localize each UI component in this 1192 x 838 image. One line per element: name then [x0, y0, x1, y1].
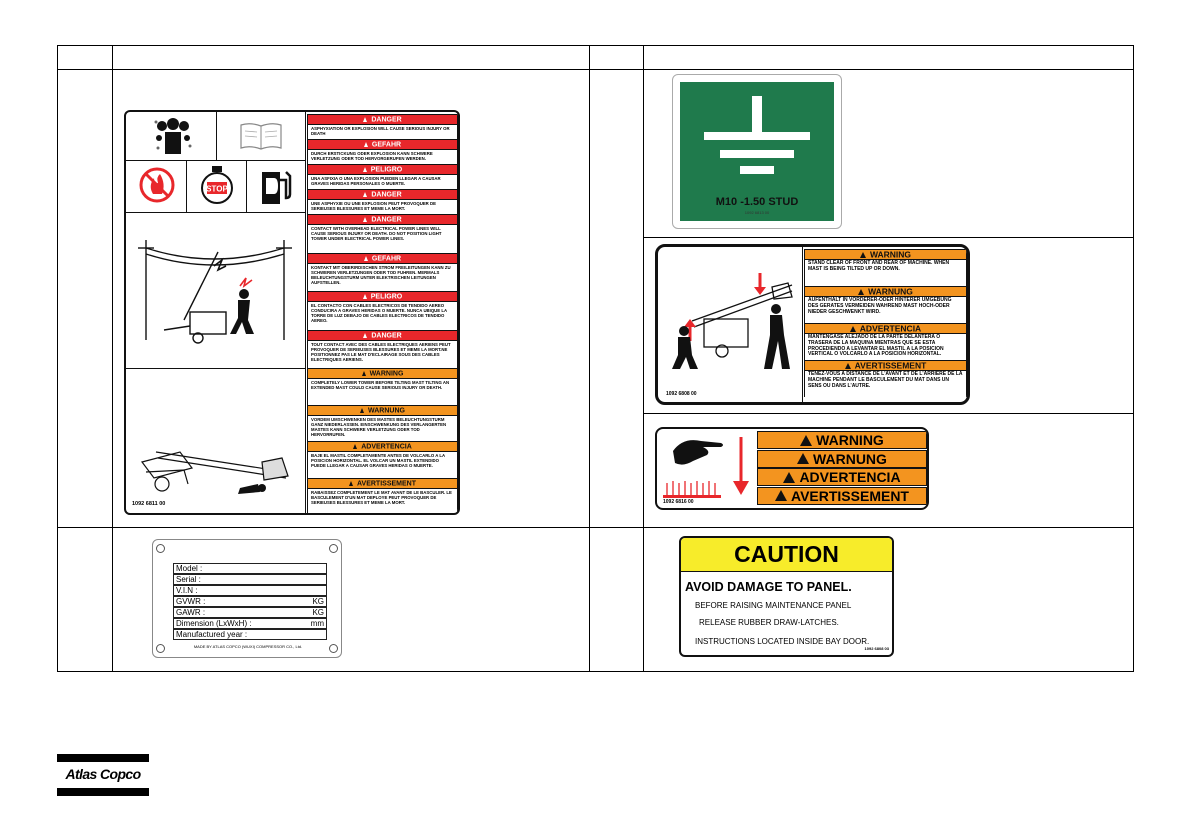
- warning-triangle-icon: [363, 192, 367, 197]
- nameplate-label: Model :: [176, 564, 203, 573]
- hazard-header: [757, 468, 927, 486]
- hazard-title: GEFAHR: [371, 141, 402, 149]
- nameplate-row: [173, 563, 327, 574]
- mast-tilt-warning-decal: [655, 244, 970, 405]
- table-divider: [58, 527, 1133, 528]
- warning-triangle-icon: [364, 142, 368, 147]
- hazard-header: [757, 431, 927, 449]
- hazard-title: ADVERTENCIA: [799, 469, 901, 485]
- ground-stud-decal: [672, 74, 842, 229]
- warning-triangle-icon: [362, 371, 366, 376]
- warning-triangle-icon: [363, 294, 367, 299]
- ground-icon: [704, 96, 810, 174]
- rivet-icon: [156, 544, 165, 553]
- warning-triangle-icon: [783, 472, 795, 483]
- warning-triangle-icon: [363, 217, 367, 222]
- caution-headline: AVOID DAMAGE TO PANEL.: [685, 580, 852, 594]
- caution-line: INSTRUCTIONS LOCATED INSIDE BAY DOOR.: [695, 637, 870, 646]
- no-fire-icon: [138, 166, 176, 204]
- warning-triangle-icon: [353, 444, 357, 449]
- ground-panel: [680, 82, 834, 221]
- atlas-copco-logo: [57, 754, 149, 796]
- table-divider: [112, 46, 113, 671]
- hazard-text: RABAISSEZ COMPLETEMENT LE MAT AVANT DE LE BASCULER. LE BASCULEMENT D'UN MAT DEPLOYE PEUT PROVOQUER DE SERIEUSES BLESSURES ET MEME LA MORT.: [307, 489, 458, 515]
- manual-book-icon: [238, 120, 284, 152]
- hazard-header: [757, 450, 927, 468]
- hazard-title: PELIGRO: [370, 166, 403, 174]
- power-line-hazard-icon: [134, 230, 298, 354]
- table-divider: [643, 413, 1133, 414]
- hazard-header: [307, 405, 458, 416]
- hazard-text: TENEZ-VOUS A DISTANCE DE L'AVANT ET DE L'ARRIERE DE LA MACHINE PENDANT LE BASCULEMENT DU MAT DANS UN SENS OU DANS L'AUTRE.: [804, 371, 967, 397]
- hot-surface-hand-icon: [663, 433, 755, 499]
- nameplate-label: GAWR :: [176, 608, 206, 617]
- warning-triangle-icon: [364, 256, 368, 261]
- traffic-light-icon: [148, 116, 198, 158]
- warning-triangle-icon: [363, 333, 367, 338]
- hazard-title: ADVERTENCIA: [361, 443, 412, 451]
- warning-triangle-icon: [800, 435, 812, 446]
- warning-triangle-icon: [775, 490, 787, 501]
- hazard-title: WARNUNG: [368, 406, 405, 414]
- hazard-text: ASPHYXIATION OR EXPLOSION WILL CAUSE SERIOUS INJURY OR DEATH: [307, 125, 458, 139]
- stop-engine-icon: [198, 164, 236, 208]
- svg-text:STOP: STOP: [206, 184, 228, 194]
- mast-tilt-hazard-icon: [136, 392, 300, 502]
- warning-triangle-icon: [797, 453, 809, 464]
- hazard-text: CONTACT WITH OVERHEAD ELECTRICAL POWER LINES WILL CAUSE SERIOUS INJURY OR DEATH. DO NOT POSITION LIGHT TOWER UNDER ELECTRICAL POWER LINES.: [307, 225, 458, 253]
- hazard-text: EL CONTACTO CON CABLES ELECTRICOS DE TENDIDO AEREO CONDUCIRA A GRAVES HERIDAS O MUERTE. NUNCA UBIQUE LA TORRE DE LUZ DEBAJO DE CABLES ELECTRICOS DE TENDIDO AEREO.: [307, 302, 458, 330]
- nameplate-row: [173, 629, 327, 640]
- hazard-title: GEFAHR: [371, 254, 402, 262]
- hazard-title: WARNING: [816, 432, 884, 448]
- warning-triangle-icon: [349, 481, 353, 486]
- hazard-header: [307, 478, 458, 489]
- rivet-icon: [329, 544, 338, 553]
- hazard-text: STAND CLEAR OF FRONT AND REAR OF MACHINE. WHEN MAST IS BEING TILTED UP OR DOWN.: [804, 260, 967, 286]
- nameplate-label: Serial :: [176, 575, 201, 584]
- warning-triangle-icon: [860, 252, 866, 258]
- hazard-title: WARNUNG: [868, 286, 913, 297]
- hazard-text: UNA ASFIXIA O UNA EXPLOSION PUEDEN LLEGAR A CAUSAR GRAVES HERIDAS PERSONALES O MUERTE.: [307, 175, 458, 189]
- caution-line: RELEASE RUBBER DRAW-LATCHES.: [699, 618, 839, 627]
- hazard-text: MANTENGASE ALEJADO DE LA PARTE DELANTERA O TRASERA DE LA MAQUINA MIENTRAS QUE SE ESTA PROCEDIENDO A LEVANTAR EL MASTIL A LA POSICION VERTICAL O VOLCARLO A LA POSICION HORIZONTAL.: [804, 334, 967, 360]
- part-number: 1092 6808 03: [864, 646, 889, 651]
- stud-text: M10 -1.50 STUD: [715, 196, 799, 208]
- hazard-title: AVERTISSEMENT: [357, 479, 416, 487]
- warning-triangle-icon: [360, 408, 364, 413]
- hazard-header: [307, 291, 458, 302]
- nameplate-row: [173, 607, 327, 618]
- hazard-header: [307, 139, 458, 150]
- hazard-header: [804, 323, 967, 334]
- mast-tilt-person-icon: [664, 269, 798, 373]
- nameplate-unit: KG: [312, 597, 324, 606]
- hazard-text: DURCH ERSTICKUNG ODER EXPLOSION KANN SCHWERE VERLETZUNG ODER TOD HERVORGERUFEN WERDEN.: [307, 150, 458, 164]
- hazard-text: TOUT CONTACT AVEC DES CABLES ELECTRIQUES AERIENS PEUT PROVOQUER DE SERIEUSES BLESSURES ET MEME LA MORT.NE POSITIONNEZ PAS LE MAT D'ECLAIRAGE SOUS DES CABLES ELECTRIQUES AERIENS.: [307, 341, 458, 369]
- hazard-header: [307, 368, 458, 379]
- nameplate-row: [173, 585, 327, 596]
- multi-hazard-decal: [124, 110, 460, 515]
- part-number: 1092 6816 00: [663, 499, 694, 505]
- nameplate-label: Manufactured year :: [176, 630, 248, 639]
- hazard-text: BAJE EL MASTIL COMPLETAMENTE ANTES DE VOLCARLO A LA POSICION HORIZONTAL. EL VOLCAR UN MASTIL EXTENDIDO PUEDE LLEGAR A CAUSAR GRAVES HERIDAS O MUERTE.: [307, 452, 458, 478]
- hazard-header: [307, 330, 458, 341]
- hazard-header: [307, 189, 458, 200]
- hot-surface-warning-decal: [655, 427, 929, 510]
- diesel-pump-icon: [258, 166, 298, 206]
- hazard-title: PELIGRO: [370, 293, 403, 301]
- hazard-title: AVERTISSEMENT: [854, 360, 927, 371]
- hazard-title: WARNUNG: [813, 450, 887, 467]
- nameplate-row: [173, 574, 327, 585]
- hazard-header: [804, 286, 967, 297]
- hazard-text: AUFENTHALT IN VORDERER-ODER HINTERER UMGEBUNG DES GERATES VERMEIDEN WAHREND MAST HOCH-ODER NIEDER GESCHWENKT WIRD.: [804, 297, 967, 323]
- nameplate-label: Dimension (LxWxH) :: [176, 619, 252, 628]
- table-divider: [643, 237, 1133, 238]
- part-number: 1092 6813 00: [744, 210, 770, 215]
- table-divider: [589, 46, 590, 671]
- hazard-header: [804, 360, 967, 371]
- hazard-text: VORDEM UMSCHWENKEN DES MASTES BELEUCHTUNGSTURM GANZ NIEDERLASSEN. EINSCHWENKUNG DES VERLANGERTEN MASTES KANN SCHWERE VERLETZUNG ODER TOD HERVORRUFEN.: [307, 416, 458, 442]
- nameplate-row: [173, 618, 327, 629]
- hazard-title: DANGER: [371, 116, 402, 124]
- nameplate-row: [173, 596, 327, 607]
- warning-triangle-icon: [363, 167, 367, 172]
- nameplate-unit: mm: [310, 619, 324, 628]
- warning-triangle-icon: [363, 117, 367, 122]
- hazard-title: AVERTISSEMENT: [791, 487, 909, 504]
- hazard-title: ADVERTENCIA: [859, 323, 922, 334]
- hazard-header: [307, 253, 458, 264]
- hazard-header: [804, 249, 967, 260]
- hazard-title: WARNING: [869, 249, 912, 260]
- warning-triangle-icon: [858, 289, 864, 295]
- hazard-header: [307, 441, 458, 452]
- hazard-header: [757, 487, 927, 505]
- hazard-text: COMPLETELY LOWER TOWER BEFORE TILTING MAST TILTING AN EXTENDED MAST COULD CAUSE SERIOUS INJURY OR DEATH.: [307, 379, 458, 405]
- serial-nameplate: [152, 539, 342, 658]
- hazard-header: [307, 214, 458, 225]
- hazard-header: [307, 164, 458, 175]
- table-divider: [643, 46, 644, 671]
- hazard-title: DANGER: [371, 216, 402, 224]
- warning-triangle-icon: [845, 363, 851, 369]
- plate-footer: MADE BY ATLAS COPCO (WUXI) COMPRESSOR CO., Ltd.: [193, 644, 303, 649]
- hazard-text: KONTAKT MIT OBERIRDISCHEN STROM FREILEITUNGEN KANN ZU SCHWEREN VERLETZUNGEN ODER TOD FUHREN. MERMALS BELEUCHTUNGSTURM UNTER ELEKTRISCHEN LEITUNGEN AUFSTELLEN.: [307, 264, 458, 292]
- warning-triangle-icon: [850, 326, 856, 332]
- hazard-title: DANGER: [371, 331, 402, 339]
- hazard-title: DANGER: [371, 191, 402, 199]
- nameplate-label: V.I.N :: [176, 586, 198, 595]
- logo-text: Atlas Copco: [65, 766, 141, 782]
- caution-title: CAUTION: [734, 541, 839, 567]
- part-number: 1092 6811 00: [132, 501, 166, 507]
- nameplate-label: GVWR :: [176, 597, 206, 606]
- part-number: 1092 6808 00: [666, 391, 697, 397]
- caution-decal: [679, 536, 894, 657]
- nameplate-unit: KG: [312, 608, 324, 617]
- hazard-text: UNE ASPHYXIE OU UNE EXPLOSION PEUT PROVOQUER DE SERIEUSES BLESSURES ET MEME LA MORT.: [307, 200, 458, 214]
- table-divider: [58, 69, 1133, 70]
- hazard-title: WARNING: [369, 370, 404, 378]
- hazard-header: [307, 114, 458, 125]
- caution-line: BEFORE RAISING MAINTENANCE PANEL: [695, 601, 852, 610]
